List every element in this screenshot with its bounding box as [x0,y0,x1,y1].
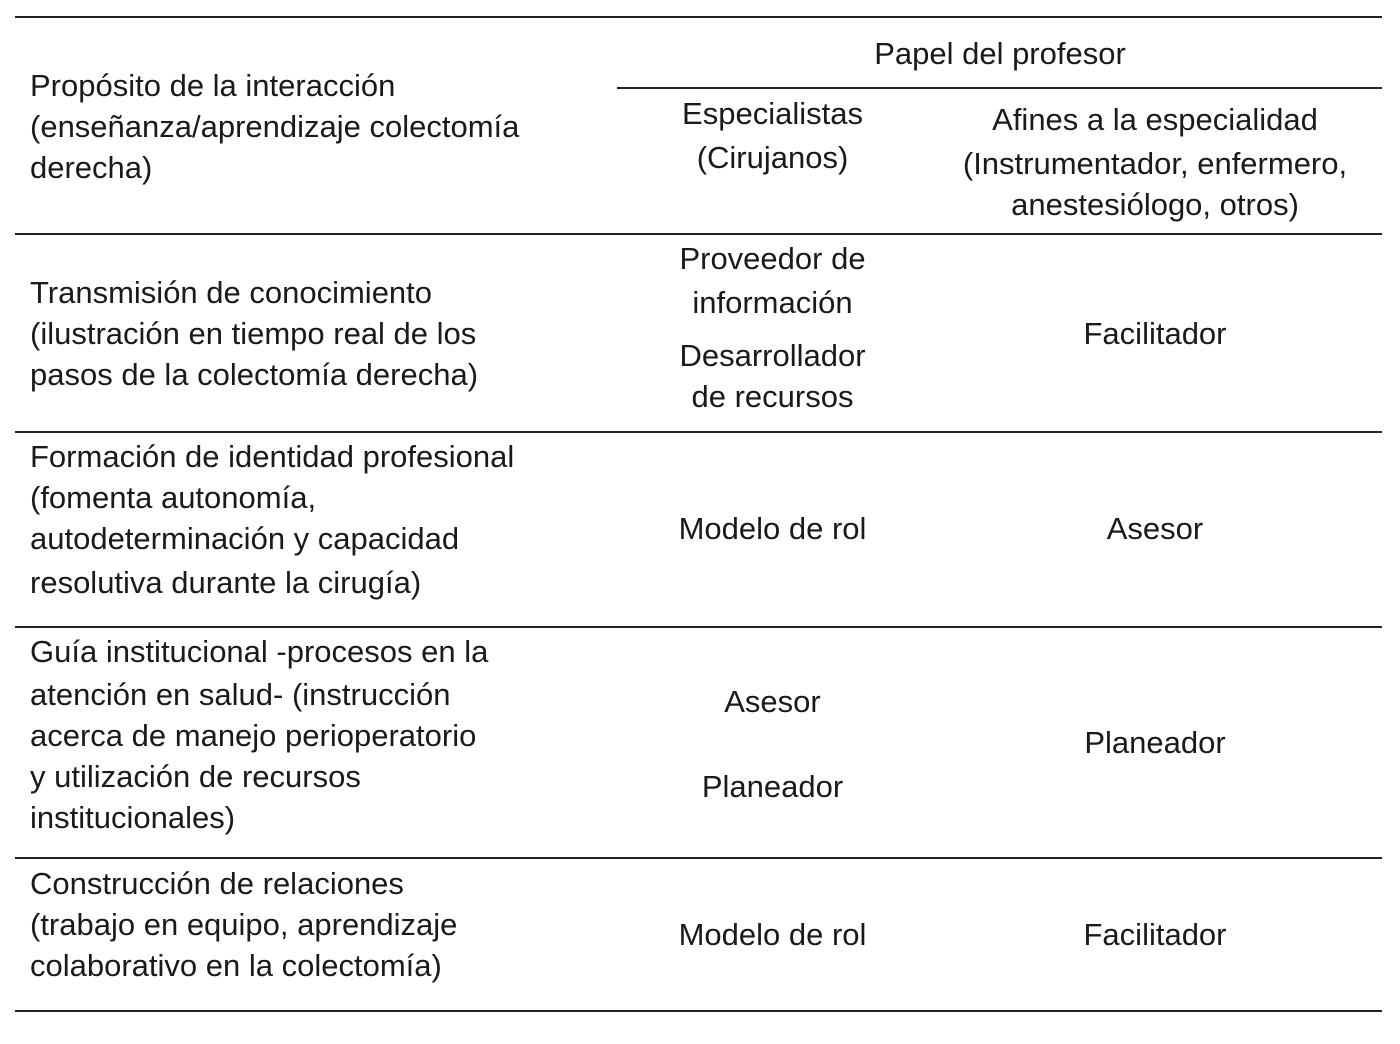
cell-text: institucionales) [30,800,236,835]
cell-text: Planeador [701,769,844,804]
table-row-purpose [30,631,610,838]
cell-text: y utilización de recursos [30,759,361,794]
cell-text: Facilitador [1083,316,1227,351]
cell-text: Planeador [1084,725,1226,760]
top-rule [15,16,1382,18]
table-row-specialists [620,681,925,807]
group-rule [617,87,1382,89]
header-text: anestesiólogo, otros) [1011,187,1299,222]
cell-text: (trabajo en equipo, aprendizaje [30,907,458,942]
table-row-purpose [30,272,610,395]
table-row-purpose [30,436,610,603]
bottom-rule [15,1010,1382,1012]
table-row-related [930,508,1380,549]
row-rule [15,626,1382,628]
header-text: (Cirujanos) [696,140,849,175]
cell-text: colaborativo en la colectomía) [30,948,442,983]
table-row-specialists [620,508,925,549]
cell-text: Guía institucional -procesos en la [30,634,489,669]
header-text: (Instrumentador, enfermero, [962,146,1348,181]
row-rule [15,857,1382,859]
cell-text: de recursos [691,379,854,414]
table-row-related [930,914,1380,955]
header-related [930,99,1380,225]
cell-text: Construcción de relaciones [30,866,404,901]
table-row-purpose [30,863,610,986]
cell-text: Formación de identidad profesional [30,439,515,474]
cell-text: Transmisión de conocimiento [30,275,433,310]
cell-text: Desarrollador [679,338,866,373]
cell-text: pasos de la colectomía derecha) [30,357,479,392]
cell-text: Asesor [1106,511,1204,546]
table-row-specialists [620,238,925,417]
cell-text: resolutiva durante la cirugía) [30,565,422,600]
cell-text: autodeterminación y capacidad [30,521,460,556]
header-rule [15,233,1382,235]
header-text: Propósito de la interacción [30,68,396,103]
cell-text: atención en salud- (instrucción [30,677,451,712]
header-specialists [620,93,925,178]
table-row-specialists [620,914,925,955]
header-text: Especialistas [682,96,863,131]
header-purpose [30,65,610,188]
header-text: Afines a la especialidad [992,102,1318,137]
header-text: (enseñanza/aprendizaje colectomía [30,109,520,144]
cell-text: Facilitador [1083,917,1227,952]
header-group [620,33,1380,74]
cell-text: Asesor [724,684,821,719]
cell-text: información [692,285,853,320]
row-rule [15,431,1382,433]
cell-text: Proveedor de [679,241,866,276]
cell-text: Modelo de rol [678,917,867,952]
cell-text: (fomenta autonomía, [30,480,317,515]
header-text: derecha) [30,150,153,185]
cell-text: Modelo de rol [678,511,867,546]
header-text: Papel del profesor [874,36,1126,71]
cell-text: acerca de manejo perioperatorio [30,718,477,753]
cell-text: (ilustración en tiempo real de los [30,316,477,351]
table-row-related [930,313,1380,354]
table-row-related [930,722,1380,763]
